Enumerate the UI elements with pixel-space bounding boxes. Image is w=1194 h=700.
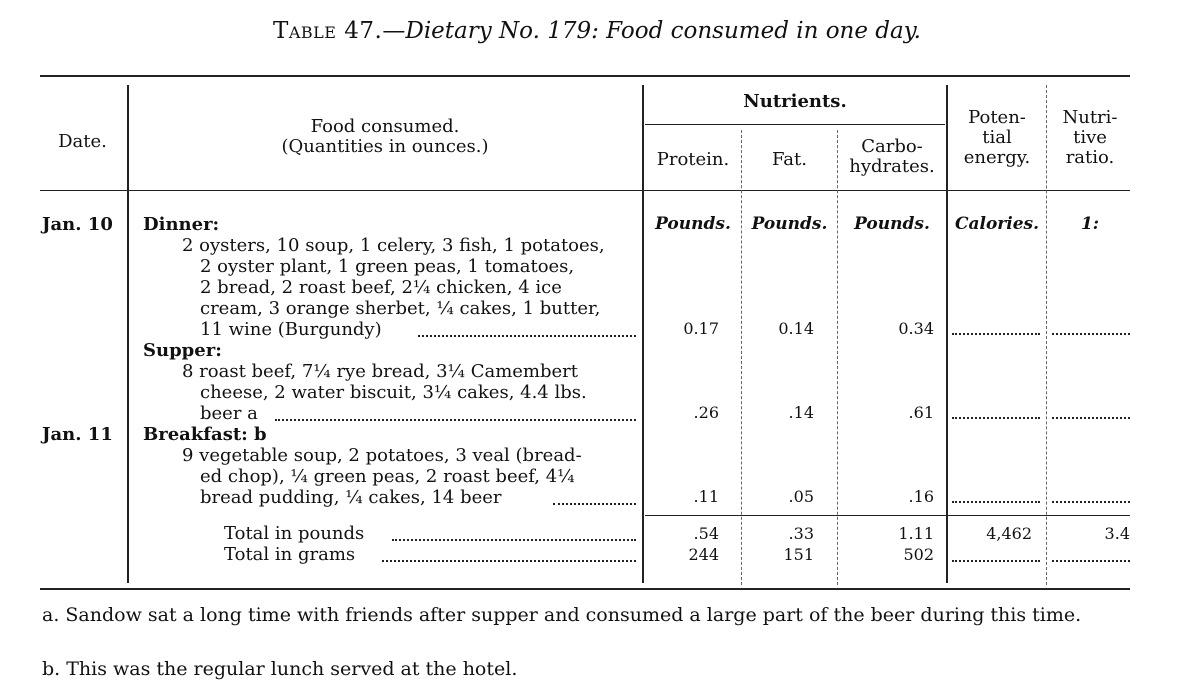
meal-line: ed chop), ¼ green peas, 2 roast beef, 4¼ xyxy=(200,466,575,487)
total-pounds-energy: 4,462 xyxy=(986,524,1032,543)
meal-line: beer a xyxy=(200,403,258,424)
table-title xyxy=(0,18,1194,44)
header-ratio xyxy=(1048,108,1132,168)
value-cell: .16 xyxy=(908,487,934,506)
leader-dots xyxy=(1052,333,1130,335)
total-pounds-protein: .54 xyxy=(693,524,719,543)
header-fat: Fat. xyxy=(772,149,807,170)
leader-dots xyxy=(952,501,1040,503)
header-ratio-line3: ratio. xyxy=(1065,147,1115,168)
header-carbo-line1: Carbo- xyxy=(861,136,923,157)
value-cell: .05 xyxy=(788,487,814,506)
value-cell: 0.14 xyxy=(778,319,814,338)
date-food-divider xyxy=(127,85,129,583)
value-cell: 0.17 xyxy=(683,319,719,338)
header-energy-line3: energy. xyxy=(963,147,1031,168)
header-protein: Protein. xyxy=(656,149,730,170)
meal-line: 2 bread, 2 roast beef, 2¼ chicken, 4 ice xyxy=(200,277,562,298)
table-number: Table 47. xyxy=(273,18,383,44)
energy-ratio-divider xyxy=(1046,85,1047,585)
total-pounds-fat: .33 xyxy=(788,524,814,543)
title-caption: Dietary No. 179: Food consumed in one day. xyxy=(405,18,921,44)
header-carbo xyxy=(838,137,946,177)
total-pounds-ratio: 3.4 xyxy=(1104,524,1130,543)
header-nutrients: Nutrients. xyxy=(743,91,847,112)
unit-carbo: Pounds. xyxy=(854,214,930,234)
total-grams-label: Total in grams xyxy=(224,544,356,565)
total-grams-carbo: 502 xyxy=(903,545,934,564)
value-cell: .26 xyxy=(693,403,719,422)
unit-protein: Pounds. xyxy=(655,214,731,234)
fat-carbo-divider xyxy=(837,130,838,585)
header-food-line2: (Quantities in ounces.) xyxy=(281,136,489,157)
value-cell: .14 xyxy=(788,403,814,422)
header-ratio-line1: Nutri- xyxy=(1062,107,1118,128)
meal-line: 2 oyster plant, 1 green peas, 1 tomatoes, xyxy=(200,256,575,277)
leader-dots xyxy=(392,539,636,541)
protein-fat-divider xyxy=(741,130,742,585)
total-pounds-label: Total in pounds xyxy=(224,523,365,544)
meal-heading-breakfast: Breakfast: b xyxy=(143,424,267,445)
title-dash: — xyxy=(382,18,406,44)
unit-ratio: 1: xyxy=(1080,214,1100,234)
total-grams-fat: 151 xyxy=(783,545,814,564)
header-energy-line1: Poten- xyxy=(968,107,1026,128)
leader-dots xyxy=(418,335,636,337)
leader-dots xyxy=(952,417,1040,419)
total-grams-protein: 244 xyxy=(688,545,719,564)
date-jan-10: Jan. 10 xyxy=(42,214,113,235)
value-cell: .11 xyxy=(693,487,719,506)
header-food-line1: Food consumed. xyxy=(310,116,460,137)
meal-line: 11 wine (Burgundy) xyxy=(200,319,382,340)
meal-line: bread pudding, ¼ cakes, 14 beer xyxy=(200,487,502,508)
meal-line: 9 vegetable soup, 2 potatoes, 3 veal (bread- xyxy=(182,445,582,466)
meal-heading-supper: Supper: xyxy=(143,340,222,361)
footnote-b: b. This was the regular lunch served at the hotel. xyxy=(42,658,518,680)
leader-dots xyxy=(1052,501,1130,503)
leader-dots xyxy=(1052,560,1130,562)
meal-line: 2 oysters, 10 soup, 1 celery, 3 fish, 1 potatoes, xyxy=(182,235,605,256)
total-pounds-carbo: 1.11 xyxy=(898,524,934,543)
leader-dots xyxy=(275,419,636,421)
meal-line: 8 roast beef, 7¼ rye bread, 3¼ Camembert xyxy=(182,361,578,382)
top-rule xyxy=(40,75,1130,77)
header-date: Date. xyxy=(58,131,107,152)
meal-line: cream, 3 orange sherbet, ¼ cakes, 1 butter, xyxy=(200,298,601,319)
leader-dots xyxy=(952,333,1040,335)
date-jan-11: Jan. 11 xyxy=(42,424,113,445)
unit-energy: Calories. xyxy=(954,214,1040,234)
header-bottom-rule xyxy=(40,190,1130,191)
nutrients-underline xyxy=(645,124,945,125)
footnote-a: a. Sandow sat a long time with friends after supper and consumed a large part of the beer during this time. xyxy=(42,604,1082,626)
value-cell: 0.34 xyxy=(898,319,934,338)
meal-line: cheese, 2 water biscuit, 3¼ cakes, 4.4 lbs. xyxy=(200,382,587,403)
header-energy xyxy=(948,108,1046,168)
unit-fat: Pounds. xyxy=(751,214,828,234)
header-carbo-line2: hydrates. xyxy=(849,156,935,177)
meal-heading-dinner: Dinner: xyxy=(143,214,220,235)
leader-dots xyxy=(1052,417,1130,419)
bottom-rule xyxy=(40,588,1130,590)
leader-dots xyxy=(553,503,636,505)
header-ratio-line2: tive xyxy=(1073,127,1107,148)
food-nutrients-divider xyxy=(642,85,644,583)
leader-dots xyxy=(952,560,1040,562)
leader-dots xyxy=(382,560,636,562)
totals-rule xyxy=(645,515,1130,516)
header-food xyxy=(130,117,640,157)
header-energy-line2: tial xyxy=(982,127,1012,148)
value-cell: .61 xyxy=(908,403,934,422)
